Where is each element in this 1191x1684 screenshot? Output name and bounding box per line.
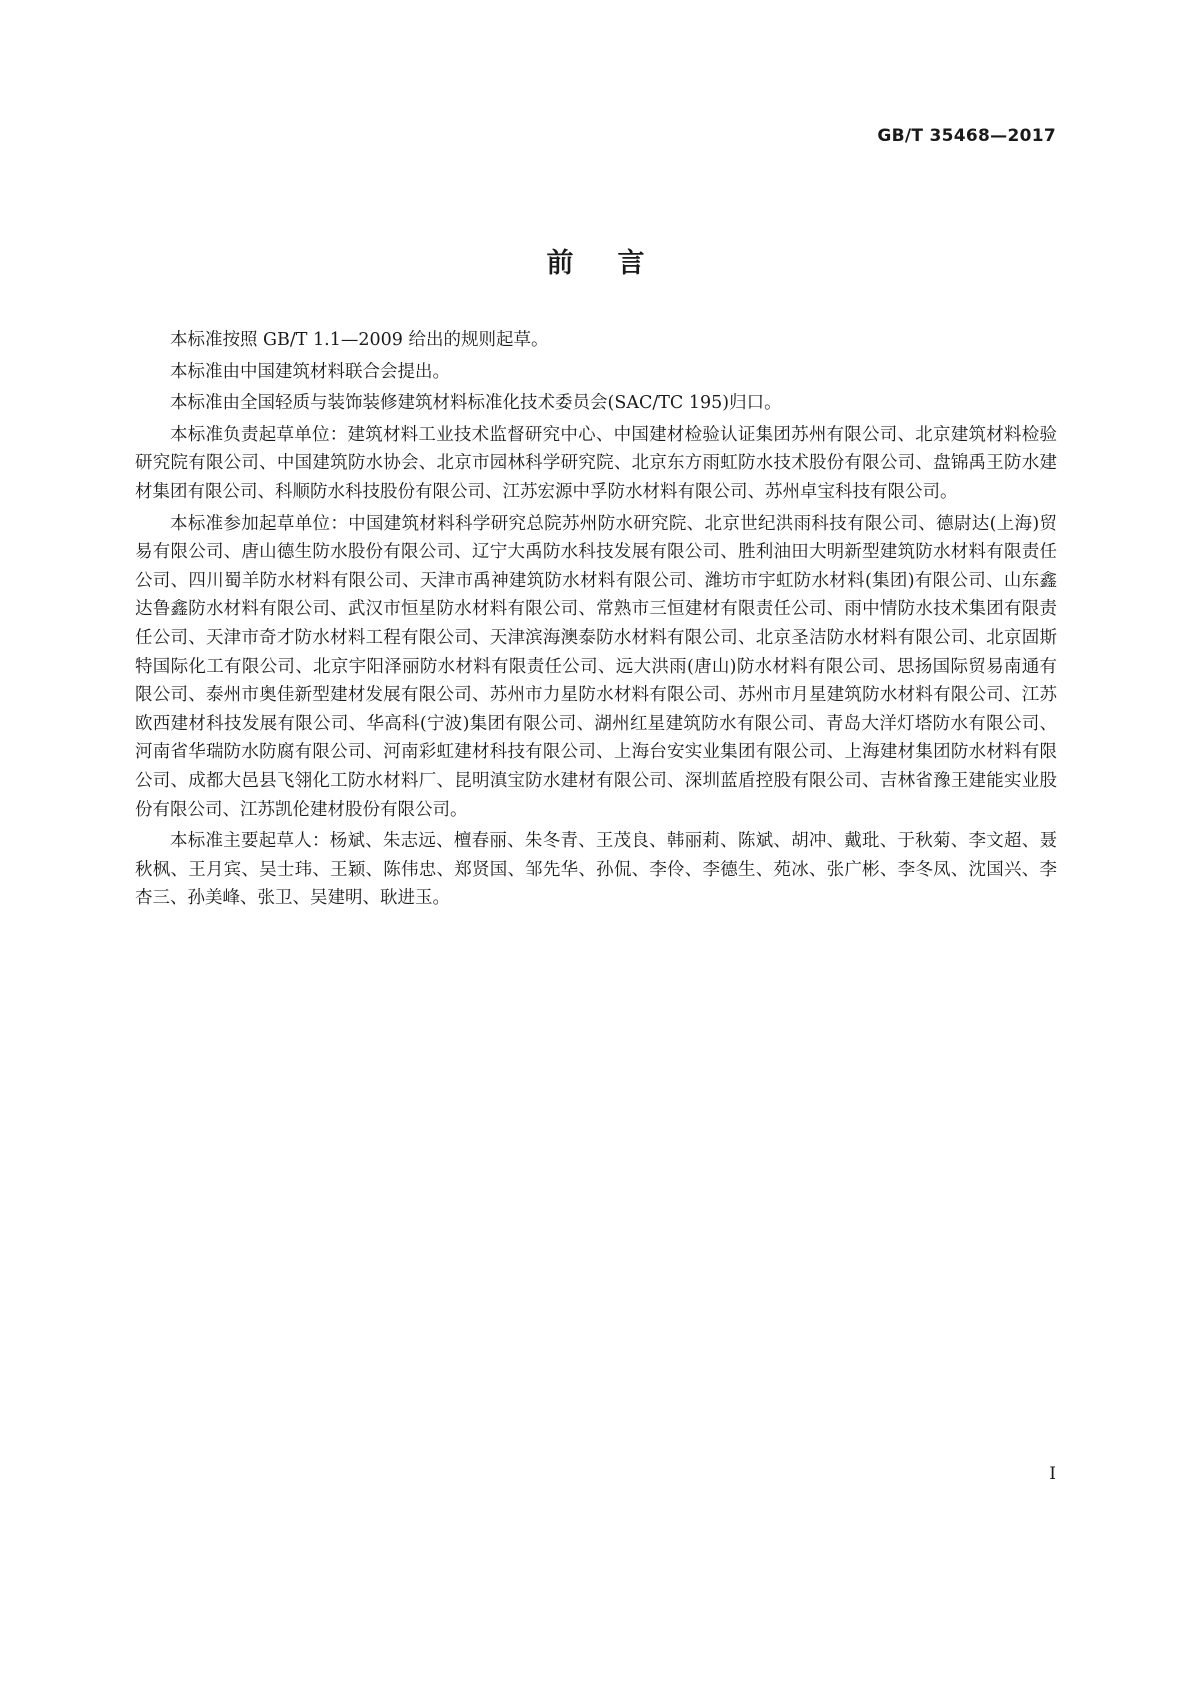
paragraph-participating-units: 本标准参加起草单位：中国建筑材料科学研究总院苏州防水研究院、北京世纪洪雨科技有限公司、德尉达(上海)贸易有限公司、唐山德生防水股份有限公司、辽宁大禹防水科技发展有限公司、胜利油田大明新型建筑防水材料有限责任公司、四川蜀羊防水材料有限公司、天津市禹神建筑防水材料有限公司、潍坊市宇虹防水材料(集团)有限公司、山东鑫达鲁鑫防水材料有限公司、武汉市恒星防水材料有限公司、常熟市三恒建材有限责任公司、雨中情防水技术集团有限责任公司、天津市奇才防水材料工程有限公司、天津滨海澳泰防水材料有限公司、北京圣洁防水材料有限公司、北京固斯特国际化工有限公司、北京宇阳泽丽防水材料有限责任公司、远大洪雨(唐山)防水材料有限公司、思扬国际贸易南通有限公司、泰州市奥佳新型建材发展有限公司、苏州市力星防水材料有限公司、苏州市月星建筑防水材料有限公司、江苏欧西建材科技发展有限公司、华高科(宁波)集团有限公司、湖州红星建筑防水有限公司、青岛大洋灯塔防水有限公司、河南省华瑞防水防腐有限公司、河南彩虹建材科技有限公司、上海台安实业集团有限公司、上海建材集团防水材料有限公司、成都大邑县飞翎化工防水材料厂、昆明滇宝防水建材有限公司、深圳蓝盾控股有限公司、吉林省豫王建能实业股份有限公司、江苏凯伦建材股份有限公司。 bbox=[135, 513, 1057, 820]
foreword-body bbox=[135, 326, 1057, 916]
paragraph-proposed-by: 本标准由中国建筑材料联合会提出。 bbox=[170, 361, 450, 382]
page-title: 前言 bbox=[546, 248, 689, 280]
paragraph-responsible-units: 本标准负责起草单位：建筑材料工业技术监督研究中心、中国建材检验认证集团苏州有限公司、北京建筑材料检验研究院有限公司、中国建筑防水协会、北京市园林科学研究院、北京东方雨虹防水技术股份有限公司、盘锦禹王防水建材集团有限公司、科顺防水科技股份有限公司、江苏宏源中孚防水材料有限公司、苏州卓宝科技有限公司。 bbox=[135, 424, 1057, 502]
paragraph-drafting-rules: 本标准按照 GB/T 1.1—2009 给出的规则起草。 bbox=[170, 330, 549, 350]
paragraph-main-drafters: 本标准主要起草人：杨斌、朱志远、檀春丽、朱冬青、王茂良、韩丽莉、陈斌、胡冲、戴玭、于秋菊、李文超、聂秋枫、王月宾、吴士玮、王颖、陈伟忠、郑贤国、邹先华、孙侃、李伶、李德生、苑冰、张广彬、李冬凤、沈国兴、李杏三、孙美峰、张卫、吴建明、耿进玉。 bbox=[135, 831, 1057, 909]
paragraph-under-jurisdiction: 本标准由全国轻质与装饰装修建筑材料标准化技术委员会(SAC/TC 195)归口。 bbox=[170, 393, 782, 414]
standard-code: GB/T 35468—2017 bbox=[877, 126, 1056, 146]
page-number: I bbox=[1049, 1464, 1056, 1484]
